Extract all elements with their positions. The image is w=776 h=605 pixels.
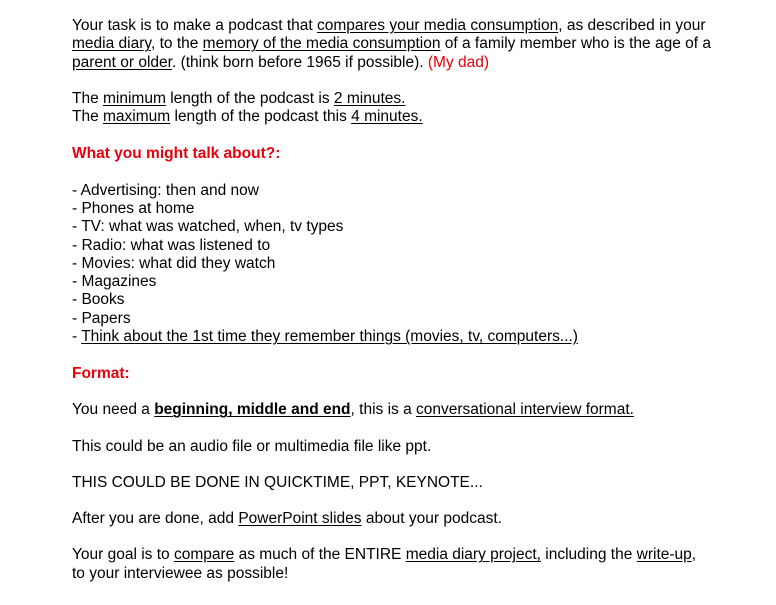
format-text: You need a — [72, 401, 155, 419]
format-paragraph-1 — [72, 401, 712, 419]
minimum-length-line — [72, 90, 712, 108]
topics-list — [72, 182, 712, 347]
format-paragraph-4 — [72, 510, 712, 528]
list-item: - Magazines — [72, 273, 157, 291]
format-text: After you are done, add — [72, 510, 239, 528]
format-paragraph-5 — [72, 546, 712, 583]
length-text: length of the podcast this — [170, 108, 352, 126]
intro-underline-compare: compares your media consumption — [316, 17, 559, 34]
format-text: , to your interviewee as possible! — [72, 546, 697, 582]
intro-text: , to the — [150, 35, 203, 53]
list-item-underline: Think about the 1st time they remember things (movies, tv, computers...) — [81, 328, 578, 346]
intro-note: (My dad) — [427, 53, 490, 71]
list-item: - Books — [72, 291, 125, 309]
list-item: - Movies: what did they watch — [72, 254, 276, 272]
media-diary-project-underline: media diary project, — [405, 546, 541, 564]
maximum-length-line — [72, 108, 712, 126]
powerpoint-underline: PowerPoint slides — [238, 510, 362, 528]
document-body — [72, 17, 712, 583]
maximum-label: maximum — [103, 108, 171, 126]
list-item: - Advertising: then and now — [72, 181, 259, 199]
format-text: , this is a — [350, 401, 416, 419]
format-text: Your goal is to — [72, 546, 174, 564]
format-underline: conversational interview format. — [416, 401, 634, 419]
intro-underline-parent: parent or older — [72, 53, 172, 71]
intro-text: . (think born before 1965 if possible). — [171, 53, 428, 71]
format-bold-underline: beginning, middle and end — [154, 401, 351, 419]
maximum-value: 4 minutes. — [351, 108, 423, 126]
intro-text: Your task is to make a podcast that — [72, 17, 317, 34]
list-item-last — [72, 328, 712, 346]
minimum-label: minimum — [103, 90, 166, 108]
list-item: - Radio: what was listened to — [72, 236, 271, 254]
intro-text: , as described in your — [558, 17, 706, 34]
list-item-prefix: - — [72, 328, 82, 346]
write-up-underline: write-up — [636, 546, 692, 564]
format-paragraph-2: This could be an audio file or multimedia file like ppt. — [72, 437, 432, 455]
intro-text: of a family member who is the age of a — [440, 35, 711, 53]
list-item: - Phones at home — [72, 199, 195, 217]
format-text: as much of the ENTIRE — [234, 546, 406, 564]
list-item: - TV: what was watched, when, tv types — [72, 218, 344, 236]
intro-underline-memory: memory of the media consumption — [202, 35, 441, 53]
format-heading: Format: — [72, 364, 130, 382]
length-text: length of the podcast is — [165, 90, 334, 108]
intro-underline-media-diary: media diary — [72, 35, 151, 53]
format-text: about your podcast. — [361, 510, 502, 528]
topics-heading: What you might talk about?: — [72, 145, 281, 163]
length-text: The — [72, 108, 104, 126]
length-text: The — [72, 90, 104, 108]
compare-underline: compare — [173, 546, 235, 564]
minimum-value: 2 minutes. — [333, 90, 406, 108]
intro-paragraph — [72, 17, 712, 72]
format-text: including the — [540, 546, 637, 564]
list-item: - Papers — [72, 309, 131, 327]
format-paragraph-3: THIS COULD BE DONE IN QUICKTIME, PPT, KEYNOTE... — [72, 473, 483, 491]
